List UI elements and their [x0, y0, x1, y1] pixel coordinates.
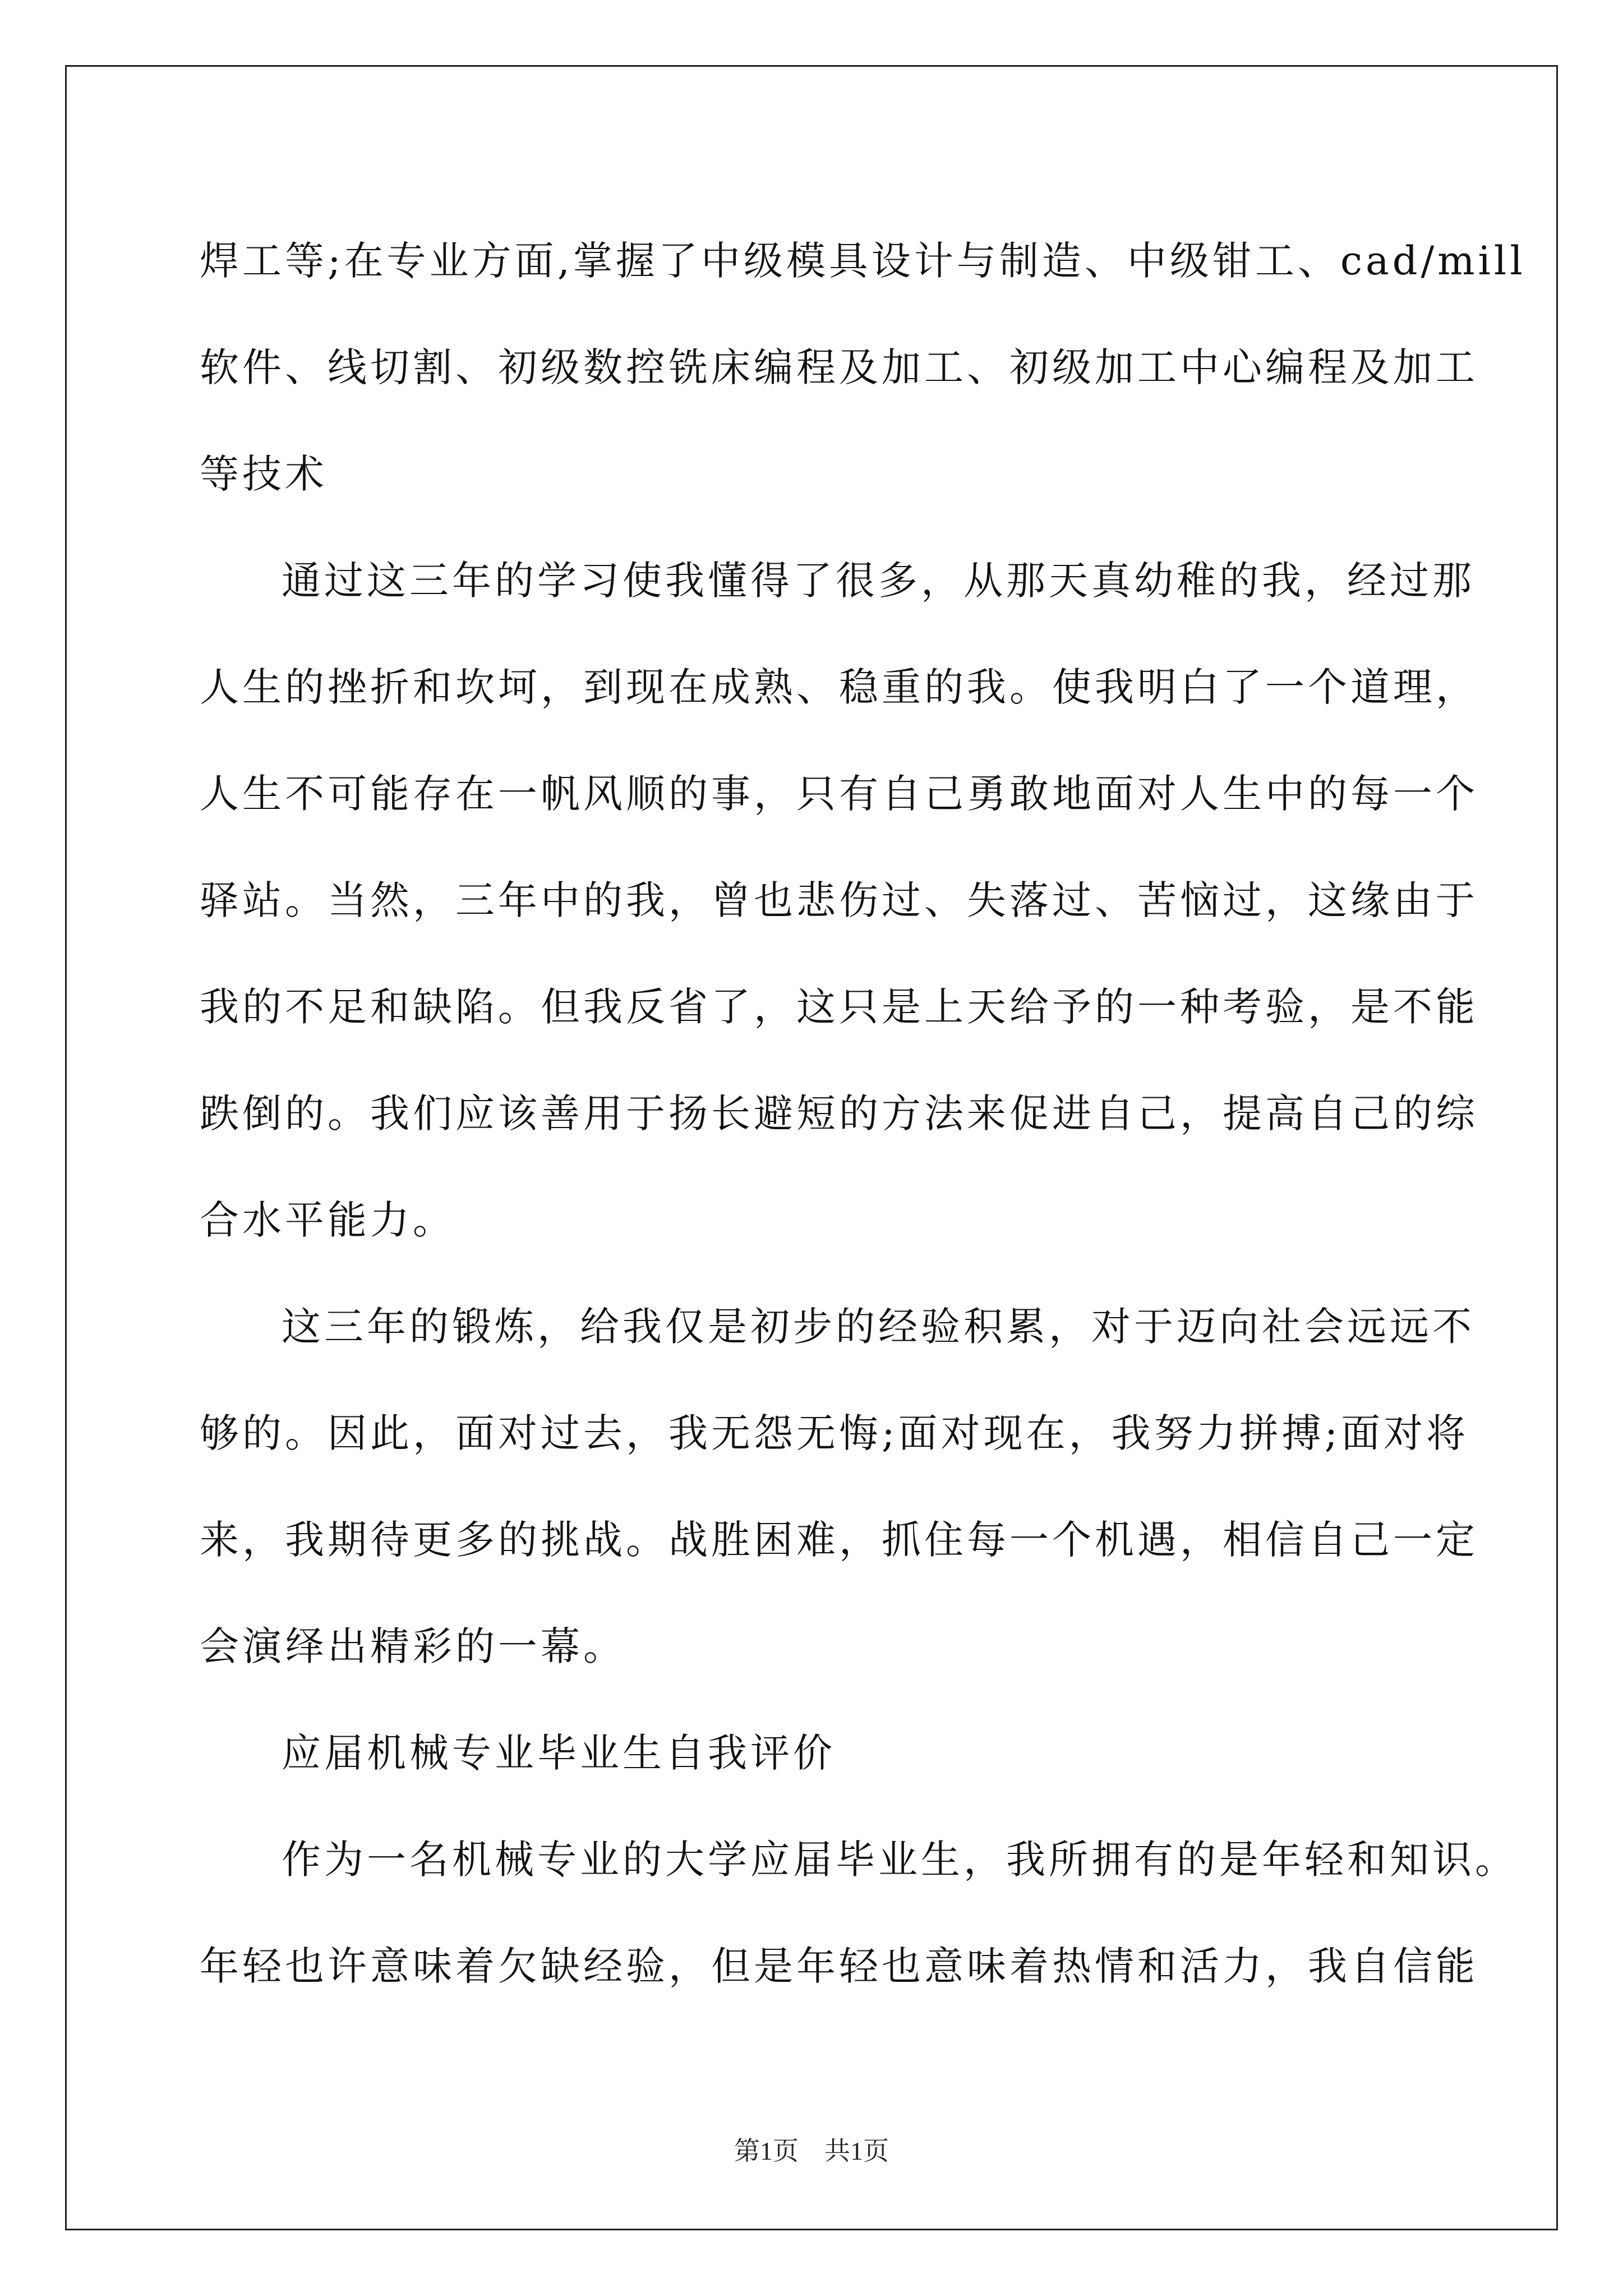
text-line: 够的。因此，面对过去，我无怨无悔;面对现在，我努力拼搏;面对将 [200, 1410, 1469, 1456]
text-line: 软件、线切割、初级数控铣床编程及加工、初级加工中心编程及加工 [200, 344, 1478, 390]
text-line: 跌倒的。我们应该善用于扬长避短的方法来促进自己，提高自己的综 [200, 1091, 1478, 1137]
page-number-footer: 第1页 共1页 [734, 2137, 889, 2165]
text-line: 焊工等;在专业方面,掌握了中级模具设计与制造、中级钳工、cad/mill [200, 238, 1526, 284]
paragraph-start-line: 这三年的锻炼，给我仅是初步的经验积累，对于迈向社会远远不 [282, 1304, 1475, 1350]
document-body [200, 208, 1526, 2019]
text-line: 等技术 [200, 451, 328, 497]
text-line: 人生的挫折和坎坷，到现在成熟、稳重的我。使我明白了一个道理， [200, 664, 1478, 710]
text-line: 来，我期待更多的挑战。战胜困难，抓住每一个机遇，相信自己一定 [200, 1517, 1478, 1563]
text-line: 年轻也许意味着欠缺经验，但是年轻也意味着热情和活力，我自信能 [200, 1943, 1478, 1989]
text-line: 我的不足和缺陷。但我反省了，这只是上天给予的一种考验，是不能 [200, 984, 1478, 1030]
text-line: 驿站。当然，三年中的我，曾也悲伤过、失落过、苦恼过，这缘由于 [200, 877, 1478, 923]
paragraph-start-line: 作为一名机械专业的大学应届毕业生，我所拥有的是年轻和知识。 [282, 1837, 1518, 1883]
text-line: 合水平能力。 [200, 1197, 455, 1243]
section-heading: 应届机械专业毕业生自我评价 [282, 1730, 836, 1776]
paragraph-start-line: 通过这三年的学习使我懂得了很多，从那天真幼稚的我，经过那 [282, 558, 1475, 604]
text-line: 人生不可能存在一帆风顺的事，只有自己勇敢地面对人生中的每一个 [200, 771, 1478, 817]
text-line: 会演绎出精彩的一幕。 [200, 1623, 626, 1669]
